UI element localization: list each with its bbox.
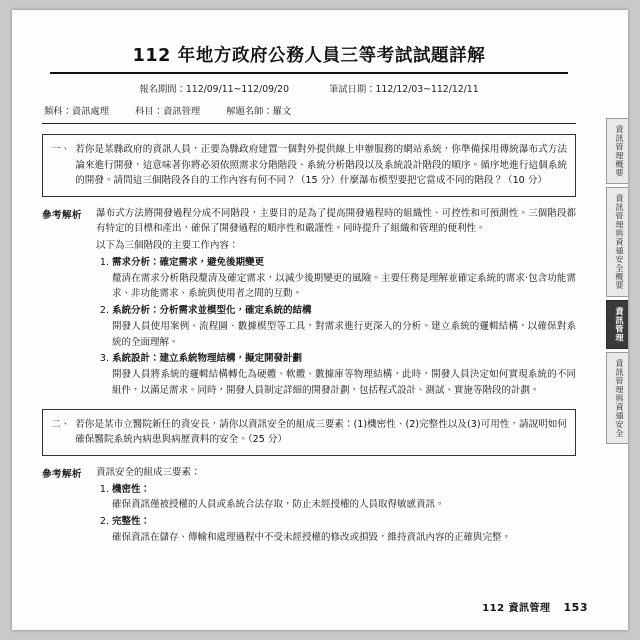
- answer-block: [42, 465, 576, 547]
- footer-subject: 112 資訊管理: [482, 603, 551, 614]
- answer-item-body: 開發人員使用案例、流程圖、數據模型等工具，對需求進行更深入的分析。建立系統的邏輯結構，以確保對系統的全面理解。: [112, 320, 576, 348]
- answer-lead: 資訊安全的組成三要素：: [96, 466, 201, 478]
- side-tab-2[interactable]: [606, 187, 628, 297]
- side-tab-1-label: 資訊管理概要: [615, 125, 625, 178]
- answer-block: [42, 206, 576, 400]
- answer-label: 參考解析: [42, 209, 83, 221]
- question-box: [42, 134, 576, 197]
- subject: [135, 103, 200, 117]
- side-tab-2-label: 資訊管理與資通安全概要: [615, 194, 625, 290]
- exam-period-value: 112/09/11~112/09/20: [185, 84, 289, 95]
- side-tab-4[interactable]: [606, 352, 628, 444]
- answer-item-head: 機密性：: [112, 483, 151, 495]
- category-value: 資訊處理: [71, 106, 110, 117]
- header-divider: [42, 123, 576, 124]
- answer-item-list: [96, 482, 576, 546]
- answer-item-body: 確保資訊僅被授權的人員或系統合法存取，防止未經授權的人員取得敏感資訊。: [112, 499, 445, 511]
- side-tab-1[interactable]: [606, 118, 628, 184]
- answer-label: 參考解析: [42, 468, 83, 480]
- author: [226, 103, 291, 117]
- answer-lead: 瀑布式方法將開發過程分成不同階段，主要目的是為了提高開發過程時的組織性、可控性和可預測性。三個階段都有特定的目標和產出，確保了開發過程的順序性和嚴謹性。同時提升了組織和管理的便利性。: [96, 207, 576, 235]
- side-tab-4-label: 資訊管理與資通安全: [615, 358, 625, 438]
- answer-item-body: 開發人員將系統的邏輯結構轉化為硬體、軟體、數據庫等物理結構，此時，開發人員決定如何實現系統的不同組件，以滿足需求。同時，開發人員制定詳細的開發計劃，包括程式設計、測試、實施等階段的計劃。: [112, 369, 576, 397]
- question-marker: 一、: [51, 144, 71, 155]
- side-tab-3-label: 資訊管理: [615, 306, 625, 342]
- document-page: [12, 10, 628, 630]
- side-tab-rail: [602, 118, 628, 444]
- exam-period-label: 報名期間：: [139, 84, 186, 95]
- answer-item-body: 釐清在需求分析階段釐清及確定需求，以減少後期變更的風險。主要任務是理解並確定系統的需求·包含功能需求、非功能需求、系統與使用者之間的互動。: [112, 272, 576, 300]
- test-date: [329, 81, 479, 95]
- author-label: 解題名師：: [226, 106, 273, 117]
- exam-period: [139, 81, 289, 95]
- answer-item: [112, 351, 576, 398]
- answer-item-list: [96, 255, 576, 399]
- question-marker: 二、: [51, 418, 71, 430]
- page-footer: [482, 599, 588, 614]
- answer-item-head: 系統設計：建立系統物理結構，擬定開發計劃: [112, 353, 303, 365]
- side-tab-3[interactable]: [606, 300, 628, 349]
- question-text: 若你是某市立醫院新任的資安長，請你以資訊安全的組成三要素：(1)機密性、(2)完整性以及(3)可用性，請說明如何確保醫院系統內病患與病歷資料的安全。（25 分）: [75, 418, 567, 446]
- footer-page-number: 153: [563, 601, 588, 614]
- category: [44, 103, 109, 117]
- answer-item-body: 確保資訊在儲存、傳輸和處理過程中不受未經授權的修改或損毀，維持資訊內容的正確與完整。: [112, 531, 512, 543]
- answer-body: [96, 465, 576, 547]
- question-box: [42, 409, 576, 456]
- answer-item-head: 需求分析：確定需求，避免後期變更: [112, 256, 265, 268]
- page-title: 112 年地方政府公務人員三等考試試題詳解: [50, 42, 568, 74]
- test-date-label: 筆試日期：: [329, 84, 376, 95]
- answer-body: [96, 206, 576, 400]
- question-text: 若你是某縣政府的資訊人員，正要為縣政府建置一個對外提供線上申辦服務的網站系統，你準備採用傳統瀑布式方法論來進行開發，這意味著你將必須依照需求分階階段、系統分析階段以及系統設計階段的順序。循序地進行這個系統的開發。請問這三個階段各自的工作內容有何不同？（15 分）什麼瀑布模型要把它當成不同的階段？（10 分）: [75, 144, 567, 187]
- subject-label: 科目：: [135, 106, 164, 117]
- answer-lead2: 以下為三個階段的主要工作內容：: [96, 240, 239, 252]
- exam-meta-row: [42, 81, 576, 95]
- author-value: 羅文: [272, 106, 292, 117]
- subject-meta-row: [42, 103, 576, 117]
- page-content: [12, 10, 602, 630]
- answer-item: [112, 255, 576, 302]
- answer-item: [112, 514, 576, 546]
- answer-item-head: 完整性：: [112, 516, 151, 528]
- answer-item-head: 系統分析：分析需求並模型化，確定系統的結構: [112, 305, 312, 317]
- category-label: 類科：: [44, 106, 72, 117]
- test-date-value: 112/12/03~112/12/11: [375, 84, 479, 95]
- answer-item: [112, 482, 576, 514]
- answer-item: [112, 303, 576, 350]
- subject-value: 資訊管理: [163, 106, 201, 117]
